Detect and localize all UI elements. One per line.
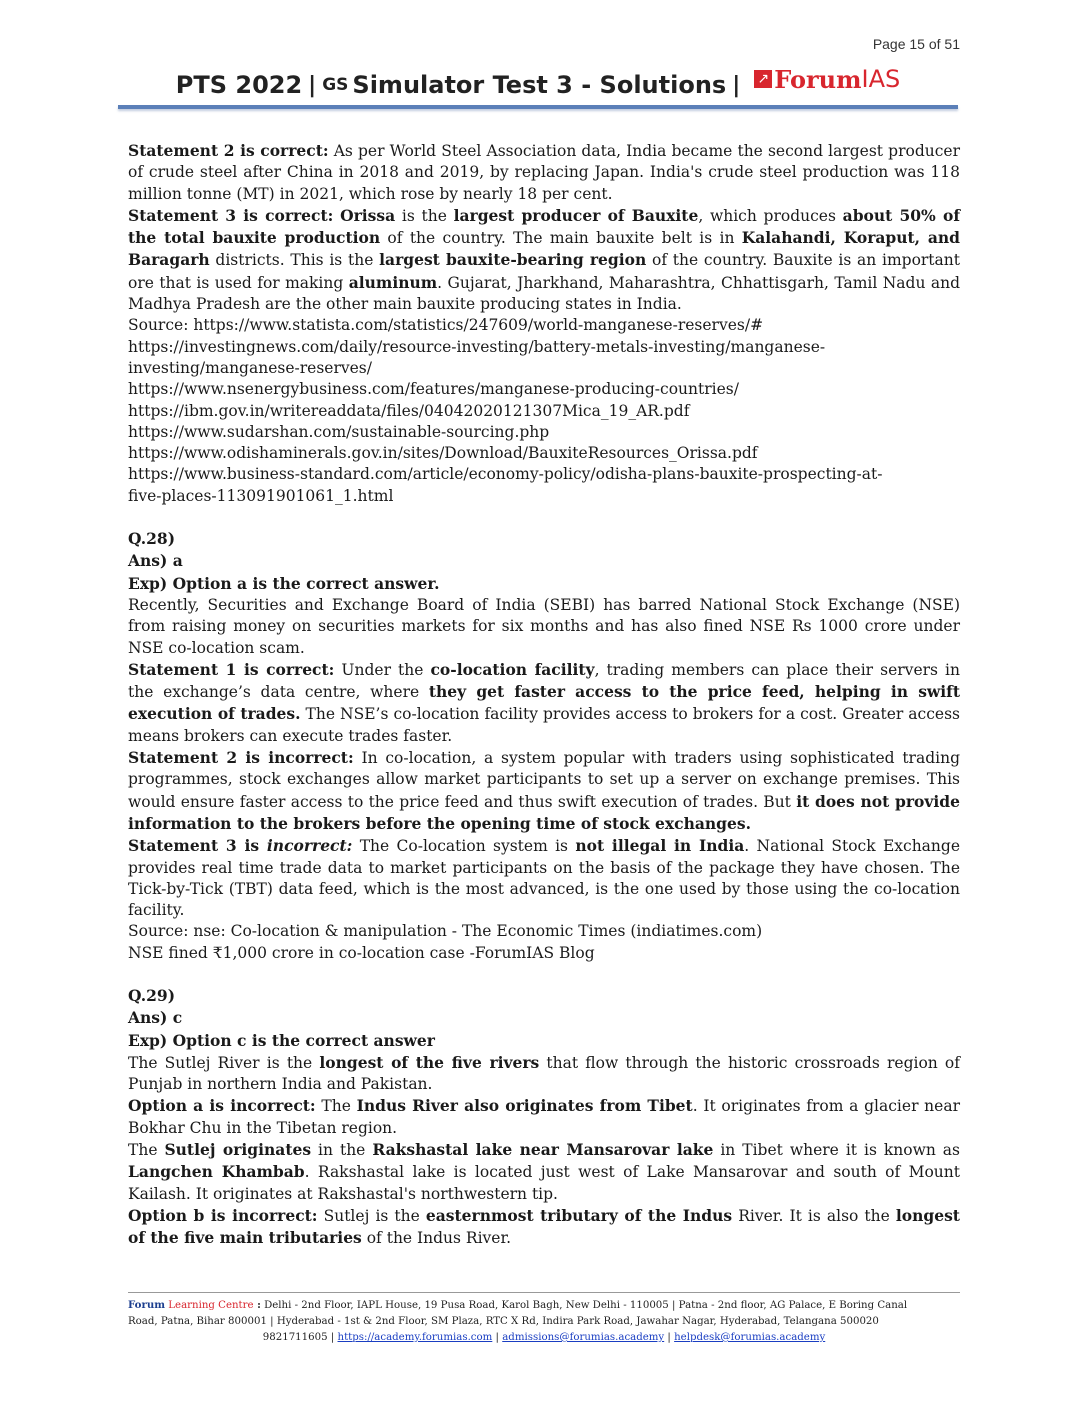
text: . It originates from a glacier near Bokhar Chu in the Tibetan region.: [128, 1097, 960, 1137]
text: The: [128, 1141, 165, 1160]
text: of the country. The main bauxite belt is in: [380, 229, 742, 248]
statement-2: [128, 140, 960, 205]
explanation-heading: [128, 1030, 960, 1052]
source-line: https://ibm.gov.in/writereaddata/files/04042020121307Mica_19_AR.pdf: [128, 401, 690, 420]
statement-1: [128, 659, 960, 747]
bold-text: aluminum: [348, 272, 438, 292]
footer-address: Delhi - 2nd Floor, IAPL House, 19 Pusa Road, Karol Bagh, New Delhi - 110005 | Patna - 2nd floor, AG Palace, E Boring Canal: [260, 1300, 908, 1311]
footer-brand: Forum: [128, 1299, 166, 1311]
explanation-heading: [128, 573, 960, 595]
text: of the country. Bauxite is an important ore that is used for making: [128, 251, 960, 292]
page-footer: [128, 1297, 960, 1346]
bold-text: Exp) Option a is the correct answer.: [128, 573, 440, 593]
bold-text: easternmost tributary of the Indus: [425, 1205, 733, 1225]
logo-ias-text: IAS: [861, 65, 901, 93]
statement-label: Statement 2 is correct:: [128, 141, 329, 160]
text: Sutlej is the: [317, 1206, 426, 1225]
bold-text: Indus River also originates from Tibet: [356, 1096, 693, 1116]
footer-address-line: [128, 1297, 960, 1314]
separator: |: [492, 1332, 503, 1343]
bold-text: Orissa: [340, 205, 396, 225]
statement-3: [128, 205, 960, 315]
text: The NSE’s co-location facility provides access to brokers for a cost. Greater access means brokers can execute trades faster.: [128, 705, 960, 745]
source-line: https://www.odishaminerals.gov.in/sites/Download/BauxiteResources_Orissa.pdf: [128, 444, 758, 463]
bold-text: they get faster access to the price feed, helping in swift execution of trades.: [128, 682, 960, 724]
header-rule: [118, 105, 958, 109]
text: :: [253, 1299, 261, 1311]
text: that flow through the historic crossroads region of Punjab in northern India and Pakistan.: [128, 1053, 960, 1094]
statement-label: Statement 3 is correct:: [128, 205, 334, 225]
text: . National Stock Exchange provides real time trade data to market participants on the basis of the package they have chosen. The Tick-by-Tick (TBT) data feed, which is the most advanced, is the one used by those using the co-location facility.: [128, 837, 960, 920]
option-label: Option b is incorrect:: [128, 1205, 318, 1225]
statement-text: As per World Steel Association data, India became the second largest producer of crude steel after China in 2018 and 2019, by replacing Japan. India's crude steel production was 118 million tonne (MT) in 2021, which rose by nearly 18 per cent.: [128, 142, 960, 203]
bold-text: longest of the five main tributaries: [128, 1205, 960, 1248]
bold-text: about 50% of the total bauxite production: [128, 205, 960, 248]
header-title-main: PTS 2022: [175, 71, 303, 99]
text: River. It is also the: [732, 1206, 896, 1225]
bold-text: longest of the five rivers: [319, 1052, 540, 1072]
statement-label: Statement 3 is: [128, 836, 267, 856]
bold-text: Langchen Khambab: [128, 1162, 305, 1182]
arrow-icon: ↗: [754, 70, 772, 88]
forumias-logo: [754, 65, 900, 94]
source-line: Source: nse: Co-location & manipulation - The Economic Times (indiatimes.com): [128, 922, 763, 941]
statement-label: Statement 1 is correct:: [128, 659, 335, 679]
question-number: [128, 528, 960, 550]
text: The Sutlej River is the: [128, 1053, 320, 1072]
text: in the: [311, 1141, 373, 1160]
bold-text: it does not provide information to the brokers before the opening time of stock exchanges.: [128, 791, 960, 833]
bold-text: Sutlej originates: [164, 1140, 312, 1160]
footer-rule: [128, 1292, 960, 1293]
bold-text: co-location facility: [430, 659, 595, 679]
text: The Co-location system is: [352, 837, 576, 856]
logo-forum-text: Forum: [774, 64, 862, 94]
option-b: [128, 1205, 960, 1250]
statement-3: [128, 835, 960, 921]
separator: |: [327, 1332, 338, 1343]
bold-text: largest producer of Bauxite: [453, 205, 699, 225]
admissions-email-link[interactable]: admissions@forumias.academy: [502, 1332, 665, 1343]
bold-text: Ans) c: [128, 1008, 183, 1028]
page-number: Page 15 of 51: [872, 36, 960, 52]
question-number: [128, 985, 960, 1007]
text: is the: [395, 206, 454, 225]
bold-text: Rakshastal lake near Mansarovar lake: [372, 1140, 714, 1160]
text: in Tibet where it is known as: [713, 1141, 960, 1160]
text: of the Indus River.: [361, 1229, 512, 1248]
bold-text: Q.29): [128, 985, 176, 1005]
source-line: NSE fined ₹1,000 crore in co-location case -ForumIAS Blog: [128, 943, 595, 962]
source-line: five-places-113091901061_1.html: [128, 486, 394, 505]
statement-2: [128, 747, 960, 835]
footer-contact: [128, 1330, 960, 1346]
source-line: https://www.nsenergybusiness.com/features/manganese-producing-countries/: [128, 380, 739, 399]
bold-text: Exp) Option c is the correct answer: [128, 1030, 435, 1050]
footer-address-line: Road, Patna, Bihar 800001 | Hyderabad - 1st & 2nd Floor, SM Plaza, RTC X Rd, Indira Park Road, Jawahar Nagar, Hyderabad, Telangana 500020: [128, 1316, 879, 1327]
header-title-gs: GS: [322, 75, 349, 95]
text: The: [315, 1097, 357, 1116]
source-line: https://www.business-standard.com/article/economy-policy/odisha-plans-bauxite-prospecting-at-: [128, 465, 883, 484]
bold-text: Kalahandi, Koraput, and Baragarh: [128, 228, 961, 270]
bold-text: Q.28): [128, 529, 176, 549]
page-content: [128, 140, 960, 1250]
source-line: investing/manganese-reserves/: [128, 358, 372, 377]
explanation-paragraph: [128, 1139, 960, 1205]
text: , trading members can place their servers in the exchange’s data centre, where: [128, 660, 960, 702]
statement-label: Statement 2 is incorrect:: [128, 748, 354, 768]
text: Under the: [334, 660, 431, 679]
text: districts. This is the: [209, 251, 380, 270]
option-label: Option a is incorrect:: [128, 1096, 316, 1116]
text: . Gujarat, Jharkhand, Maharashtra, Chhattisgarh, Tamil Nadu and Madhya Pradesh are the other main bauxite producing states in India.: [128, 273, 960, 314]
helpdesk-email-link[interactable]: helpdesk@forumias.academy: [674, 1332, 826, 1343]
page-header: [118, 62, 958, 108]
bold-text: not illegal in India: [575, 836, 745, 856]
text: In co-location, a system popular with traders using sophisticated trading programmes, stock exchanges allow market participants to set up a server on exchange premises. This would ensure faster access to the price feed and thus swift execution of trades. But: [128, 749, 960, 811]
text: , which produces: [698, 206, 843, 225]
header-title-rest: Simulator Test 3 - Solutions: [352, 71, 727, 99]
statement-label-italic: incorrect:: [266, 836, 353, 856]
source-line: https://www.sudarshan.com/sustainable-sourcing.php: [128, 422, 550, 441]
answer: [128, 1007, 960, 1029]
bold-text: Ans) a: [128, 551, 183, 571]
explanation-intro: Recently, Securities and Exchange Board of India (SEBI) has barred National Stock Exchange (NSE) from raising money on securities markets for six months and has also fined NSE Rs 1000 crore under NSE co-location scam.: [128, 595, 960, 657]
option-a: [128, 1095, 960, 1139]
separator: |: [664, 1332, 675, 1343]
header-separator: |: [732, 72, 741, 98]
answer: [128, 550, 960, 572]
explanation-paragraph: [128, 1052, 960, 1096]
footer-phone: 9821711605: [262, 1332, 328, 1343]
footer-brand-sub: Learning Centre: [165, 1300, 254, 1311]
source-line: https://investingnews.com/daily/resource-investing/battery-metals-investing/manganese-: [128, 337, 826, 356]
text: . Rakshastal lake is located just west of Lake Mansarovar and south of Mount Kailash. It originates at Rakshastal's northwestern tip.: [128, 1163, 960, 1203]
source-line: Source: https://www.statista.com/statistics/247609/world-manganese-reserves/#: [128, 316, 764, 335]
bold-text: largest bauxite-bearing region: [379, 250, 647, 270]
header-separator: |: [308, 72, 317, 98]
academy-link[interactable]: https://academy.forumias.com: [337, 1332, 493, 1343]
